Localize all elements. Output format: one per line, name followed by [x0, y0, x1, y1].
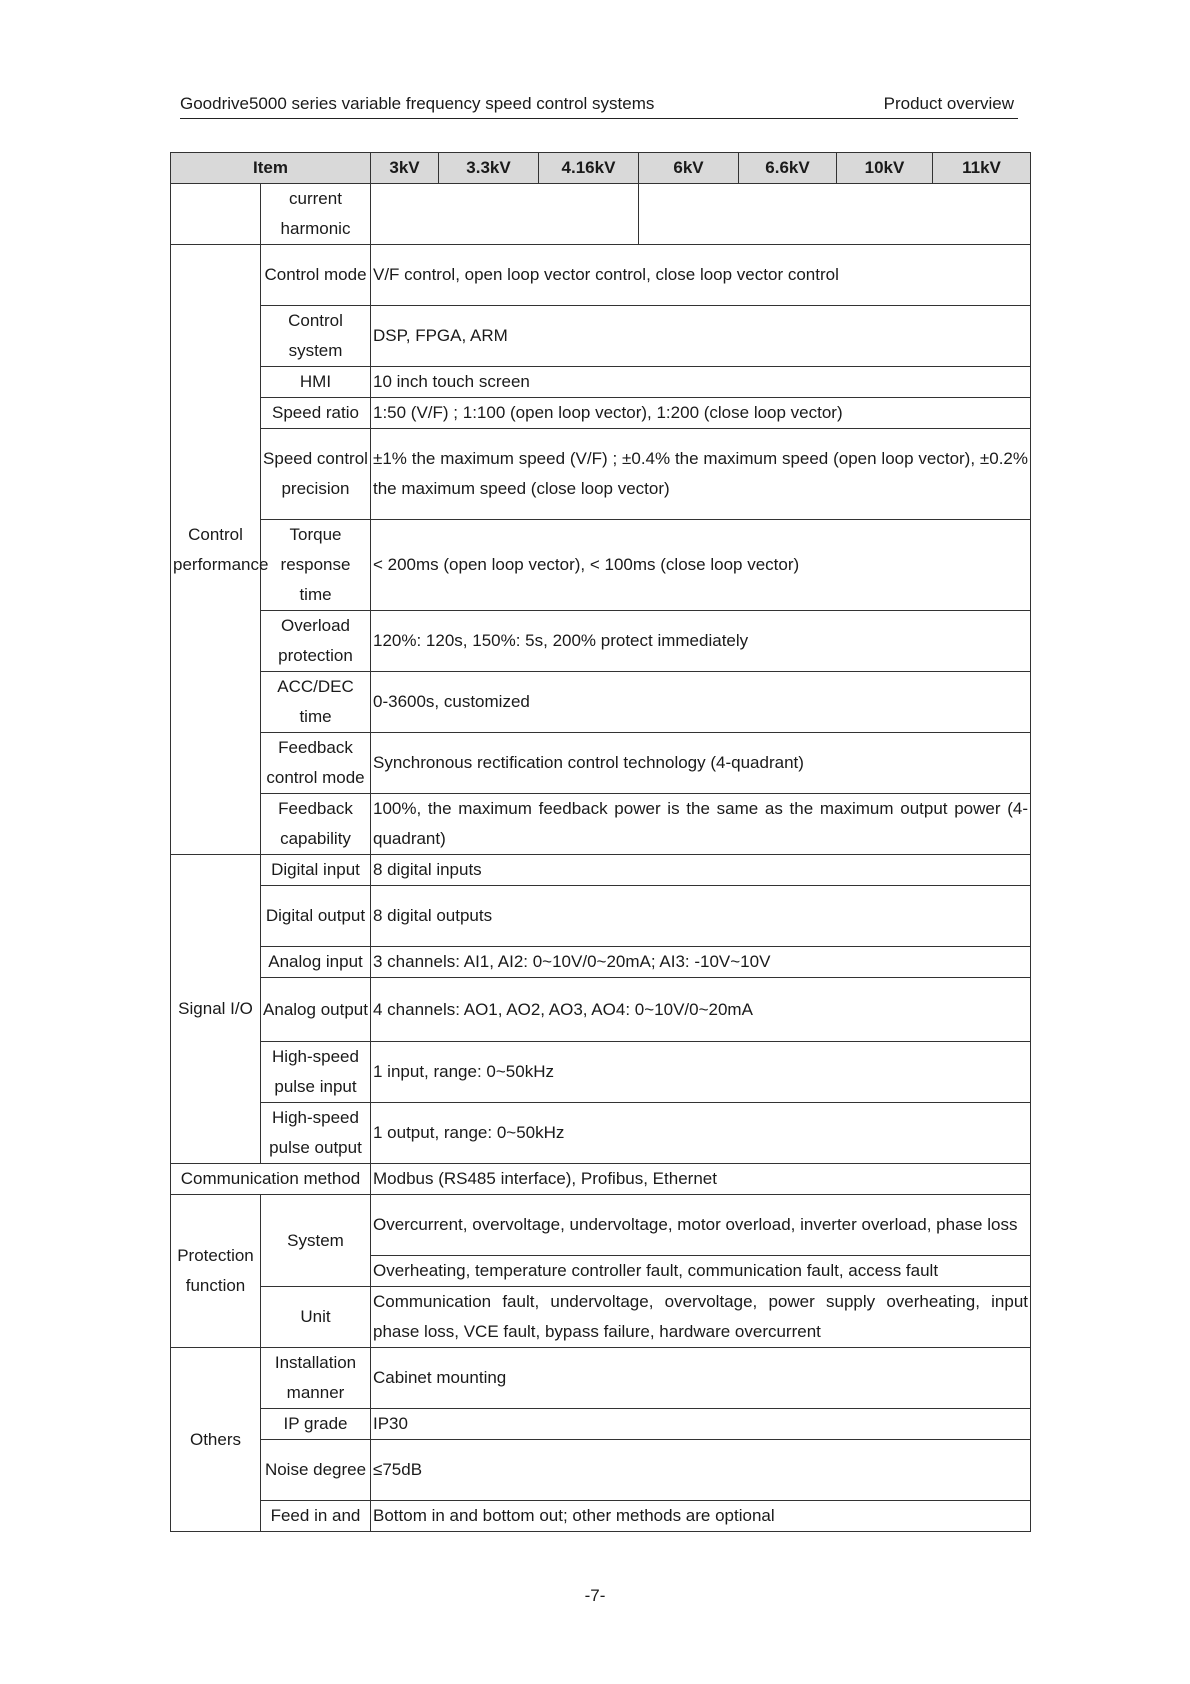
- column-header: 6.6kV: [739, 153, 837, 184]
- table-row: [171, 429, 1031, 520]
- table-row: [171, 1409, 1031, 1440]
- spec-table: [170, 152, 1031, 1532]
- item-cell: Digital input: [261, 855, 371, 886]
- value-cell: [371, 184, 639, 245]
- value-cell: 8 digital inputs: [371, 855, 1031, 886]
- value-cell: Cabinet mounting: [371, 1348, 1031, 1409]
- category-cell: Others: [171, 1348, 261, 1532]
- section-title: Product overview: [883, 94, 1014, 113]
- table-row: [171, 611, 1031, 672]
- value-cell: ≤75dB: [371, 1440, 1031, 1501]
- value-cell: 1:50 (V/F) ; 1:100 (open loop vector), 1:200 (close loop vector): [371, 398, 1031, 429]
- value-cell: 100%, the maximum feedback power is the same as the maximum output power (4-quadrant): [371, 794, 1031, 855]
- item-cell: Overload protection: [261, 611, 371, 672]
- item-cell: Digital output: [261, 886, 371, 947]
- category-cell: [171, 184, 261, 245]
- table-row: [171, 1103, 1031, 1164]
- item-cell: High-speed pulse input: [261, 1042, 371, 1103]
- value-cell: Overheating, temperature controller fault, communication fault, access fault: [371, 1256, 1031, 1287]
- column-header: 10kV: [837, 153, 933, 184]
- table-row: [171, 367, 1031, 398]
- table-header-row: [171, 153, 1031, 184]
- value-cell: 8 digital outputs: [371, 886, 1031, 947]
- page-number: -7-: [584, 1586, 606, 1605]
- column-header: 11kV: [933, 153, 1031, 184]
- item-cell: ACC/DEC time: [261, 672, 371, 733]
- item-cell: HMI: [261, 367, 371, 398]
- category-cell: Control performance: [171, 245, 261, 855]
- table-row: [171, 398, 1031, 429]
- table-row: [171, 184, 1031, 245]
- value-cell: ±1% the maximum speed (V/F) ; ±0.4% the maximum speed (open loop vector), ±0.2% the maximum speed (close loop vector): [371, 429, 1031, 520]
- value-cell: Overcurrent, overvoltage, undervoltage, motor overload, inverter overload, phase loss: [371, 1195, 1031, 1256]
- table-row: [171, 978, 1031, 1042]
- value-cell: 0-3600s, customized: [371, 672, 1031, 733]
- value-cell: IP30: [371, 1409, 1031, 1440]
- column-header: 3kV: [371, 153, 439, 184]
- value-cell: [639, 184, 1031, 245]
- item-cell: Speed control precision: [261, 429, 371, 520]
- table-row: [171, 1164, 1031, 1195]
- item-cell: IP grade: [261, 1409, 371, 1440]
- value-cell: 4 channels: AO1, AO2, AO3, AO4: 0~10V/0~20mA: [371, 978, 1031, 1042]
- value-cell: 120%: 120s, 150%: 5s, 200% protect immediately: [371, 611, 1031, 672]
- item-cell: Control system: [261, 306, 371, 367]
- column-header: Item: [171, 153, 371, 184]
- table-row: [171, 1287, 1031, 1348]
- item-cell: Control mode: [261, 245, 371, 306]
- table-row: [171, 1348, 1031, 1409]
- item-cell: Analog output: [261, 978, 371, 1042]
- value-cell: DSP, FPGA, ARM: [371, 306, 1031, 367]
- item-cell: Analog input: [261, 947, 371, 978]
- value-cell: Bottom in and bottom out; other methods are optional: [371, 1501, 1031, 1532]
- table-row: [171, 245, 1031, 306]
- item-cell: Torque response time: [261, 520, 371, 611]
- value-cell: Communication fault, undervoltage, overvoltage, power supply overheating, input phase loss, VCE fault, bypass failure, hardware overcurrent: [371, 1287, 1031, 1348]
- table-row: [171, 855, 1031, 886]
- table-row: [171, 520, 1031, 611]
- value-cell: < 200ms (open loop vector), < 100ms (close loop vector): [371, 520, 1031, 611]
- table-row: [171, 947, 1031, 978]
- item-cell: Unit: [261, 1287, 371, 1348]
- item-cell: System: [261, 1195, 371, 1287]
- table-row: [171, 886, 1031, 947]
- item-cell: Feed in and: [261, 1501, 371, 1532]
- value-cell: 1 input, range: 0~50kHz: [371, 1042, 1031, 1103]
- column-header: 6kV: [639, 153, 739, 184]
- item-cell: Communication method: [171, 1164, 371, 1195]
- value-cell: 3 channels: AI1, AI2: 0~10V/0~20mA; AI3: -10V~10V: [371, 947, 1031, 978]
- value-cell: V/F control, open loop vector control, close loop vector control: [371, 245, 1031, 306]
- item-cell: Feedback capability: [261, 794, 371, 855]
- value-cell: Modbus (RS485 interface), Profibus, Ethernet: [371, 1164, 1031, 1195]
- item-cell: current harmonic: [261, 184, 371, 245]
- value-cell: 10 inch touch screen: [371, 367, 1031, 398]
- column-header: 3.3kV: [439, 153, 539, 184]
- category-cell: Protection function: [171, 1195, 261, 1348]
- page-header: [180, 92, 1018, 119]
- value-cell: 1 output, range: 0~50kHz: [371, 1103, 1031, 1164]
- item-cell: Feedback control mode: [261, 733, 371, 794]
- table-row: [171, 733, 1031, 794]
- item-cell: Noise degree: [261, 1440, 371, 1501]
- item-cell: High-speed pulse output: [261, 1103, 371, 1164]
- item-cell: Speed ratio: [261, 398, 371, 429]
- table-row: [171, 1042, 1031, 1103]
- table-row: [171, 672, 1031, 733]
- column-header: 4.16kV: [539, 153, 639, 184]
- table-row: [171, 306, 1031, 367]
- document-title: Goodrive5000 series variable frequency speed control systems: [180, 94, 655, 113]
- table-row: [171, 1440, 1031, 1501]
- table-row: [171, 794, 1031, 855]
- table-row: [171, 1501, 1031, 1532]
- value-cell: Synchronous rectification control technology (4-quadrant): [371, 733, 1031, 794]
- category-cell: Signal I/O: [171, 855, 261, 1164]
- table-row: [171, 1195, 1031, 1256]
- item-cell: Installation manner: [261, 1348, 371, 1409]
